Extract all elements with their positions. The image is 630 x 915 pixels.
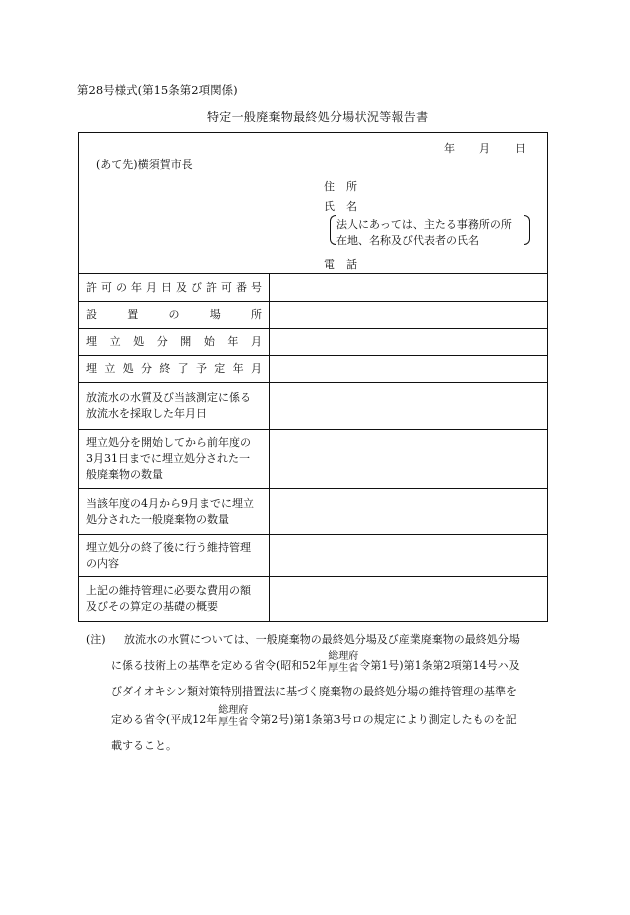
fraction-ministries-2: 総理府 厚生省 [218,705,249,728]
note-line-1: 放流水の水質については、一般廃棄物の最終処分場及び産業廃棄物の最終処分場 [124,633,520,646]
row-value-location[interactable] [270,302,548,329]
table-row [79,329,548,356]
note-line-5: 載すること。 [111,739,177,752]
row-value-water-quality[interactable] [270,383,548,430]
row-value-permit[interactable] [270,274,548,302]
row-label-permit: 許 可 の 年 月 日 及 び 許 可 番 号 [79,274,270,302]
right-bracket [524,215,530,245]
table-row [79,535,548,577]
table-row [79,302,548,329]
row-value-end[interactable] [270,356,548,383]
table-row [79,430,548,489]
date-day-label: 日 [515,142,526,155]
row-label-water-quality: 放流水の水質及び当該測定に係る 放流水を採取した年月日 [79,383,270,430]
row-value-cost[interactable] [270,577,548,622]
note-line-4: 定める省令(平成12年 総理府 厚生省 令第2号)第1条第3号ロの規定により測定したものを記 [111,705,517,728]
row-value-start[interactable] [270,329,548,356]
row-label-start: 埋 立 処 分 開 始 年 月 [79,329,270,356]
note-line-3: びダイオキシン類対策特別措置法に基づく廃棄物の最終処分場の維持管理の基準を [111,685,518,698]
table-row [79,489,548,535]
corp-note-line1: 法人にあっては、主たる事務所の所 [336,218,512,231]
row-label-quantity-current: 当該年度の4月から9月までに埋立 処分された一般廃棄物の数量 [79,489,270,535]
name-label: 氏 名 [324,200,357,213]
phone-label: 電 話 [324,258,357,271]
note-marker: (注) [86,633,106,646]
row-value-maintenance[interactable] [270,535,548,577]
table-row [79,274,548,302]
row-label-maintenance: 埋立処分の終了後に行う維持管理 の内容 [79,535,270,577]
row-label-quantity-prior: 埋立処分を開始してから前年度の 3月31日までに埋立処分された一 般廃棄物の数量 [79,430,270,489]
row-label-cost: 上記の維持管理に必要な費用の額 及びその算定の基礎の概要 [79,577,270,622]
addressee: (あて先)横須賀市長 [96,158,193,171]
date-month-label: 月 [479,142,490,155]
corp-note-line2: 在地、名称及び代表者の氏名 [336,234,479,247]
note-line-2: に係る技術上の基準を定める省令(昭和52年 総理府 厚生省 令第1号)第1条第2項第14号ハ及 [111,651,520,674]
row-label-location: 設 置 の 場 所 [79,302,270,329]
fraction-ministries-1: 総理府 厚生省 [328,651,359,674]
applicant-header-box [78,132,548,273]
form-number: 第28号様式(第15条第2項関係) [77,83,238,97]
report-table [78,273,548,622]
row-value-quantity-prior[interactable] [270,430,548,489]
document-title: 特定一般廃棄物最終処分場状況等報告書 [207,110,429,124]
table-row [79,356,548,383]
row-label-end: 埋 立 処 分 終 了 予 定 年 月 [79,356,270,383]
address-label: 住 所 [324,180,357,193]
table-row [79,577,548,622]
table-row [79,383,548,430]
row-value-quantity-current[interactable] [270,489,548,535]
date-year-label: 年 [444,142,455,155]
